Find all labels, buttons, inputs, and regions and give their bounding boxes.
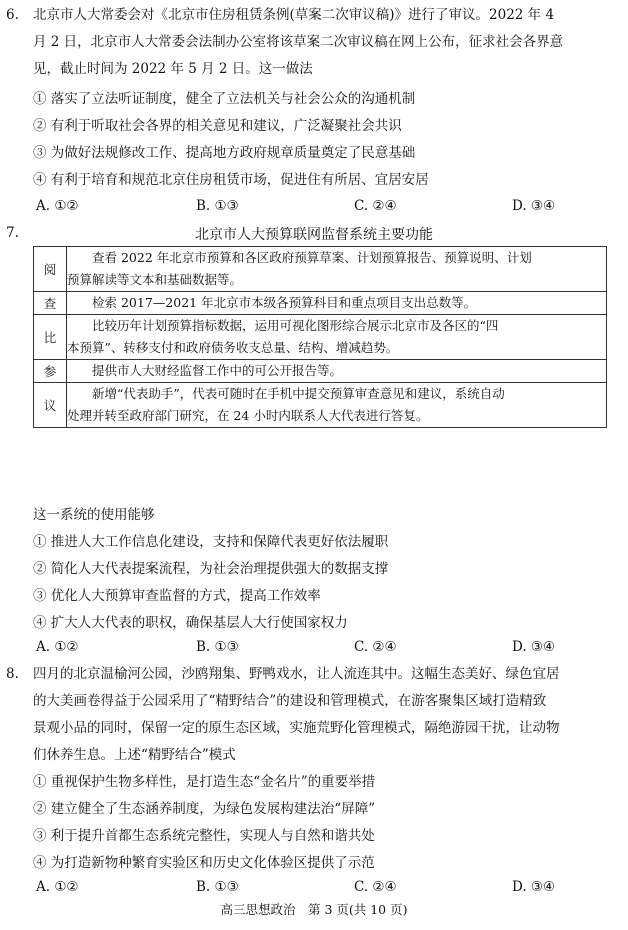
statement-item: ④ 有利于培育和规范北京住房租赁市场，促进住有所居、宜居安居 bbox=[33, 172, 429, 188]
page-footer: 高三思想政治 第 3 页(共 10 页) bbox=[220, 902, 408, 917]
table-row bbox=[34, 247, 607, 292]
answer-option-d[interactable]: D. ③④ bbox=[512, 879, 556, 895]
row-key: 阅 bbox=[34, 247, 67, 292]
statement-item: ① 推进人大工作信息化建设，支持和保障代表更好依法履职 bbox=[33, 534, 389, 550]
answer-option-b[interactable]: B. ①③ bbox=[196, 198, 239, 214]
statement-item: ① 落实了立法听证制度，健全了立法机关与社会公众的沟通机制 bbox=[33, 91, 416, 107]
question-stem-line: 月 2 日，北京市人大常委会法制办公室将该草案二次审议稿在网上公布，征求社会各界意 bbox=[33, 34, 564, 50]
table-row bbox=[34, 315, 607, 360]
table-title: 北京市人大预算联网监督系统主要功能 bbox=[195, 227, 433, 243]
row-key: 参 bbox=[34, 360, 67, 383]
row-text-line: 本预算”、转移支付和政府债务收支总量、结构、增减趋势。 bbox=[67, 340, 399, 355]
statement-item: ① 重视保护生物多样性，是打造生态“金名片”的重要举措 bbox=[33, 774, 376, 790]
statement-item: ③ 利于提升首都生态系统完整性，实现人与自然和谐共处 bbox=[33, 828, 375, 844]
answer-option-a[interactable]: A. ①② bbox=[36, 639, 79, 655]
question-lead: 这一系统的使用能够 bbox=[33, 507, 155, 523]
question-number: 8. bbox=[6, 666, 19, 682]
row-text-line: 预算解读等文本和基础数据等。 bbox=[67, 272, 243, 287]
answer-option-a[interactable]: A. ①② bbox=[36, 879, 79, 895]
answer-option-d[interactable]: D. ③④ bbox=[512, 198, 556, 214]
answer-option-c[interactable]: C. ②④ bbox=[354, 198, 397, 214]
question-stem-line: 北京市人大常委会对《北京市住房租赁条例(草案二次审议稿)》进行了审议。2022 年 4 bbox=[33, 7, 555, 23]
question-stem-line: 景观小品的同时，保留一定的原生态区域，实施荒野化管理模式，隔绝游园干扰，让动物 bbox=[33, 720, 560, 736]
answer-options bbox=[36, 879, 596, 897]
statement-item: ② 有利于听取社会各界的相关意见和建议，广泛凝聚社会共识 bbox=[33, 118, 402, 134]
question-stem-line: 的大美画卷得益于公园采用了“精野结合”的建设和管理模式，在游客聚集区域打造精致 bbox=[33, 693, 547, 709]
answer-option-a[interactable]: A. ①② bbox=[36, 198, 79, 214]
answer-option-b[interactable]: B. ①③ bbox=[196, 639, 239, 655]
table-row bbox=[34, 383, 607, 428]
answer-option-c[interactable]: C. ②④ bbox=[354, 639, 397, 655]
row-text-line: 比较历年计划预算指标数据，运用可视化图形综合展示北京市及各区的“四 bbox=[92, 318, 499, 333]
statement-item: ③ 优化人大预算审查监督的方式，提高工作效率 bbox=[33, 588, 321, 604]
statement-item: ③ 为做好法规修改工作、提高地方政府规章质量奠定了民意基础 bbox=[33, 145, 416, 161]
row-text-line: 提供市人大财经监督工作中的可公开报告等。 bbox=[92, 363, 343, 378]
question-stem-line: 见，截止时间为 2022 年 5 月 2 日。这一做法 bbox=[33, 61, 313, 77]
question-stem-line: 们休养生息。上述“精野结合”模式 bbox=[33, 747, 236, 763]
table-row bbox=[34, 292, 607, 315]
statement-item: ② 简化人大代表提案流程，为社会治理提供强大的数据支撑 bbox=[33, 561, 389, 577]
row-text-line: 处理并转至政府部门研究，在 24 小时内联系人大代表进行答复。 bbox=[67, 408, 429, 423]
function-table bbox=[33, 246, 607, 428]
statement-item: ④ 为打造新物种繁育实验区和历史文化体验区提供了示范 bbox=[33, 855, 375, 871]
row-content bbox=[67, 383, 607, 428]
statement-item: ② 建立健全了生态涵养制度，为绿色发展构建法治“屏障” bbox=[33, 801, 376, 817]
row-key: 查 bbox=[34, 292, 67, 315]
answer-option-c[interactable]: C. ②④ bbox=[354, 879, 397, 895]
statement-item: ④ 扩大人大代表的职权，确保基层人大行使国家权力 bbox=[33, 615, 348, 631]
row-text-line: 查看 2022 年北京市预算和各区政府预算草案、计划预算报告、预算说明、计划 bbox=[92, 250, 532, 265]
table-row bbox=[34, 360, 607, 383]
question-number: 7. bbox=[6, 225, 19, 241]
row-content bbox=[67, 360, 607, 383]
row-content bbox=[67, 292, 607, 315]
row-text-line: 新增“代表助手”，代表可随时在手机中提交预算审查意见和建议，系统自动 bbox=[92, 386, 505, 401]
answer-option-d[interactable]: D. ③④ bbox=[512, 639, 556, 655]
question-number: 6. bbox=[6, 7, 19, 23]
row-content bbox=[67, 247, 607, 292]
row-content bbox=[67, 315, 607, 360]
answer-options bbox=[36, 198, 596, 216]
question-stem-line: 四月的北京温榆河公园，沙鸥翔集、野鸭戏水，让人流连其中。这幅生态美好、绿色宜居 bbox=[33, 666, 560, 682]
row-text-line: 检索 2017—2021 年北京市本级各预算科目和重点项目支出总数等。 bbox=[92, 295, 477, 310]
answer-options bbox=[36, 639, 596, 657]
row-key: 议 bbox=[34, 383, 67, 428]
row-key: 比 bbox=[34, 315, 67, 360]
answer-option-b[interactable]: B. ①③ bbox=[196, 879, 239, 895]
